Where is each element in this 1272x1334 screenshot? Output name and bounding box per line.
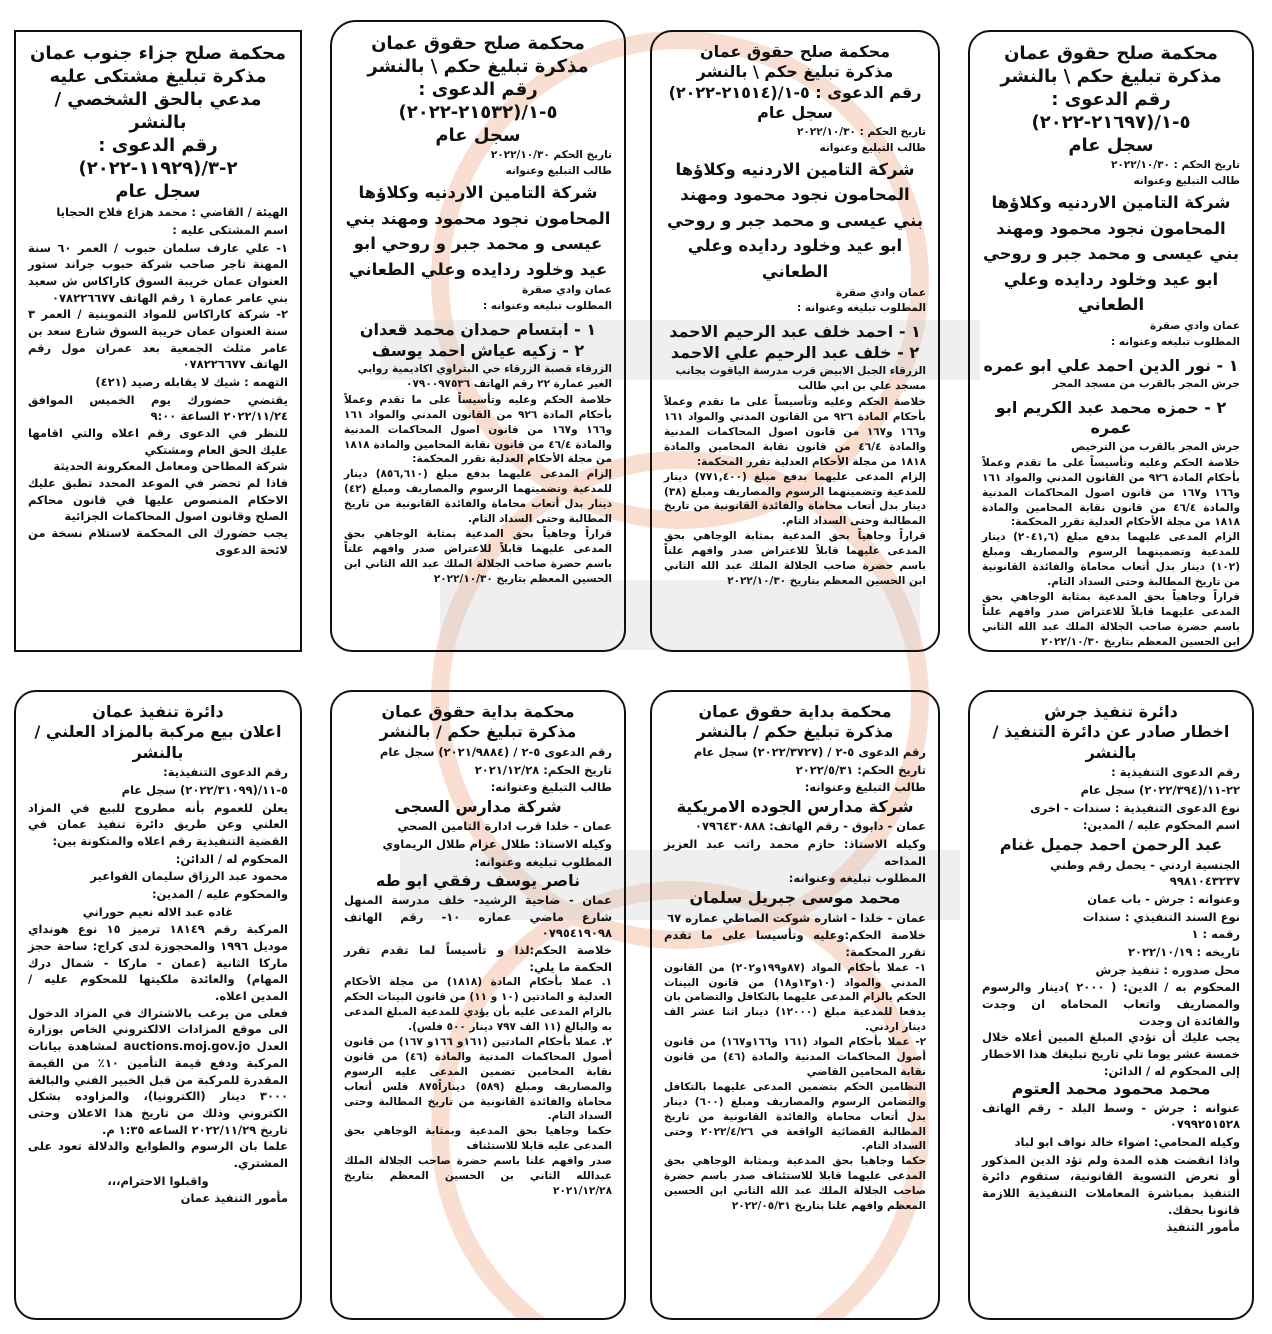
- enforcement-note: واذا انقضت هذه المدة ولم تؤد الدين المذكور أو تعرض التسوية القانونية، ستقوم دائرة التنفيذ بمباشرة المعاملات التنفيذية اللازمة قانونا بحقك.: [982, 1152, 1240, 1217]
- requester-address: عمان وادي صقرة: [522, 284, 612, 297]
- defendants-address: الزرقاء قصبة الزرقاء حي البتراوي اكاديمية روابي الغير عمارة ٢٢ رقم الهاتف ٠٧٩٠٠٩٧٥٣٦: [357, 362, 612, 390]
- ruling-summary: خلاصة الحكم وعليه وتأسيساً على ما تقدم وعملاً بأحكام المادة ٩٢٦ من القانون المدني والمواد ١٦١ و١٦٦ و١٦٧ من قانون اصول المحاكمات المدنية والمادة ٤٦/٤ من قانون نقابة المحامين والمادة ١٨١٨ من مجلة الأحكام العدلية تقرر المحكمة:: [664, 396, 927, 468]
- ruling-date: تاريخ الحكم: ٢٠٢١/١٢/٢٨: [474, 762, 612, 777]
- defendants-address: الزرقاء الجبل الابيض قرب مدرسة الياقوت بجانب مسجد علي بن ابي طالب: [675, 365, 926, 393]
- notice-amman-civil-court-21514: [650, 30, 940, 652]
- requester-label: طالب التبليغ وعنوانه: [819, 141, 926, 154]
- case-number: رقم الدعوى : ٢-٣/(١١٩٢٩-٢٠٢٢): [78, 135, 238, 180]
- notice-type: مذكرة تبليغ حكم / بالنشر: [696, 722, 894, 742]
- registry: سجل عام: [1068, 135, 1154, 157]
- case-number: رقم الدعوى : ٥-١/(٢١٦٩٧-٢٠٢٢): [1031, 89, 1191, 134]
- ruling-amount: إلزام المدعى عليهما بدفع مبلغ (٨٥٦,٦١٠) دينار للمدعية وتضمينهما الرسوم والمصاريف ومبلغ (٤٢) دينار بدل أتعاب محاماة والفائدة القانونية من تاريخ المطالبة وحتى السداد التام.: [344, 468, 612, 526]
- defendant-1: محمد موسى جبريل سلمان: [689, 888, 901, 908]
- debtor-label: اسم المحكوم عليه / المدين:: [1082, 818, 1240, 833]
- requester-label: طالب التبليغ وعنوانه:: [490, 780, 612, 795]
- ruling-amount: المحكوم به / الدين: ( ٢٠٠٠ )دينار والرسوم والمصاريف واتعاب المحاماه ان وجدت والفائدة ان وجدت: [982, 980, 1240, 1028]
- ruling-amount: الزام المدعى عليهما بدفع مبلغ (٢٠٤١,٦) دينار للمدعية وتضمينهما الرسوم والمصاريف ومبلغ (١٠٢) دينار بدل أتعاب محاماة والفائدة القانونية من تاريخ المطالبة وحتى السداد التام.: [982, 531, 1240, 589]
- defendant-1: ١ - نور الدين احمد علي ابو عمره: [983, 355, 1239, 375]
- ruling-summary: خلاصة الحكم:لذا و تأسيساً لما تقدم تقرر الحكمة ما يلي:: [344, 942, 612, 974]
- court-name: محكمة صلح جزاء جنوب عمان: [29, 43, 287, 64]
- case-label: رقم الدعوى التنفيذية :: [1111, 765, 1240, 780]
- notice-amman-first-instance-9884: [330, 690, 626, 1320]
- signature: مأمور التنفيذ عمان: [180, 1191, 288, 1206]
- absence-warning: فاذا لم تحضر في الموعد المحدد تطبق عليك الاحكام المنصوص عليها في قانون محاكم الصلح وقانون اصول المحاكمات الجزائية: [28, 475, 288, 524]
- ruling-summary: خلاصة الحكم:وعليه وتأسيسا على ما تقدم تقرر المحكمة:: [664, 928, 926, 959]
- ruling-closing: قراراً وجاهياً بحق المدعية بمثابة الوجاهي بحق المدعى عليهما قابلاً للاعتراض صدر وافهم علناً باسم حضرة صاحب الجلالة الملك عبد الله الثاني ابن الحسين المعظم بتاريخ ٢٠٢٢/١٠/٣٠: [344, 527, 612, 585]
- registry: سجل عام: [435, 125, 521, 147]
- notice-type: مذكرة تبليغ حكم \ بالنشر: [367, 56, 589, 78]
- signature: مأمور التنفيذ: [1166, 1220, 1240, 1235]
- requester-name: شركة مدارس السجى: [394, 796, 562, 816]
- requester-label: طالب التبليغ وعنوانه: [505, 165, 612, 178]
- ruling-date: تاريخ الحكم : ٢٠٢٢/١٠/٣٠: [1110, 159, 1240, 172]
- debtor-label: والمحكوم عليه / المدين:: [151, 887, 288, 902]
- requester-name: شركة مدارس الجوده الامريكية: [676, 796, 914, 816]
- notice-type: اعلان بيع مركبة بالمزاد العلني / بالنشر: [34, 722, 282, 762]
- notice-type: مذكرة تبليغ حكم \ بالنشر: [1000, 66, 1222, 88]
- case-label: رقم الدعوى التنفيذية:: [163, 765, 288, 780]
- debtor-name: غاده عبد الاله نعيم حوراني: [82, 904, 234, 919]
- case-number: رقم الدعوى ٥-٢ / (٢٠٢٢/٣٧٢٧) سجل عام: [693, 744, 926, 759]
- creditor-address: عنوانه : جرش - وسط البلد - رقم الهاتف ٠٧٩٩٢٥١٥٢٨: [982, 1100, 1240, 1132]
- ruling-closing: حكما وجاهيا بحق المدعية وبمثابة الوجاهي بحق المدعى عليهما قابلا للاستئناف صدر باسم حضرة صاحب الجلالة الملك عبد الله الثاني ابن الحسين المعظم وافهم علنا بتاريخ ٢٠٢٢/٠٥/٣١: [664, 1155, 926, 1213]
- defendant-1: ١- علي عارف سلمان حبوب / العمر ٦٠ سنة المهنة تاجر صاحب شركة حبوب جراند ستور العنوان عمان خريبة السوق كاراكاس ش سعيد بني عامر عمارة ١ رقم الهاتف ٠٧٨٢٢٦٦٧٧: [28, 240, 288, 305]
- defendant-2: ٢- شركة كاراكاس للمواد التموينية / العمر ٣ سنة العنوان عمان خريبة السوق شارع سعد بن عامر مثلث الجمعية بعد عمران مول رقم الهاتف ٠٧٨٢٢٦٦٧٧: [28, 307, 288, 372]
- closing: واقبلوا الاحترام،،،: [107, 1173, 209, 1188]
- ruling-date: تاريخ الحكم ٢٠٢٢/١٠/٣٠: [490, 149, 612, 162]
- ruling-item-1: ١- عملا بأحكام المواد (٨٧و١٩٩و٢٠٢) من القانون المدني والمواد (١٠و١٣و١٨) من قانون البينات الحكم بالزام المدعى عليهما بالتكافل والتضامن بان يدفعا للمدعية مبلغ (١٢٠٠٠) دينار اثنا عشر الف دينار اردني.: [664, 961, 927, 1034]
- creditor-name: محمود عبد الرزاق سليمان الفواعير: [90, 869, 288, 884]
- ruling-item-2: ٢- عملا بأحكام المواد (١٦١ و١٦٦و١٦٧) من قانون أصول المحاكمات المدنية والمادة (٤٦) من قانون نقابة المحامين القاضي: [664, 1036, 926, 1078]
- bond-date: تاريخه : ٢٠٢٢/١٠/١٩: [1127, 944, 1240, 959]
- court-name: محكمة صلح حقوق عمان: [699, 42, 891, 61]
- notice-jerash-execution: [968, 690, 1254, 1320]
- notice-amman-civil-court-21532: [330, 20, 626, 652]
- bond-number: رقمه : ١: [1191, 927, 1240, 942]
- debtor-address: وعنوانه : جرش - باب عمان: [1087, 891, 1240, 906]
- requester-label: طالب التبليغ وعنوانه:: [804, 780, 926, 795]
- ruling-date: تاريخ الحكم : ٢٠٢٢/١٠/٣٠: [796, 125, 926, 138]
- defendants-label: المطلوب تبليغه وعنوانه:: [788, 871, 926, 886]
- case-purpose: للنظر في الدعوى رقم اعلاه والتي اقامها عليك الحق العام ومشتكي: [28, 425, 288, 457]
- defendants-label: المطلوب تبليغه وعنوانه :: [1111, 335, 1240, 348]
- requester-address: عمان - دابوق - رقم الهاتف: ٠٧٩٦٤٣٠٨٨٨: [694, 819, 926, 834]
- complainant: شركة المطاحن ومعامل المعكرونة الحديثة: [53, 459, 288, 474]
- case-number: ٢٢-١١/(٢٠٢٢/٣٩٤) سجل عام: [1080, 783, 1240, 798]
- registry: سجل عام: [115, 181, 201, 203]
- requester-name: شركة التامين الاردنيه وكلاؤها المحامون نجود محمود ومهند بني عيسى و محمد جبر و روحي ابو عيد وخلود ردايده وعلي الطعاني: [982, 192, 1240, 315]
- hearing-date: يقتضي حضورك يوم الخميس الموافق ٢٠٢٢/١١/٢٤ الساعة ٩:٠٠: [28, 392, 288, 424]
- court-name: دائرة تنفيذ عمان: [92, 702, 224, 721]
- ruling-item-2: ٢. عملا بأحكام المادتين (١٦١و ١٦٦و ١٦٧) من قانون أصول المحاكمات المدنية والمادة (٤٦) من قانون نقابة المحامين تضمين المدعى عليه الرسوم والمصاريف ومبلغ (٥٨٩) ديناراً٨٧٥ فلس أتعاب محاماة والفائدة القانونية من تاريخ المطالبة وحتى السداد التام.: [344, 1035, 612, 1123]
- fees-note: علما بان الرسوم والطوابع والدلالة تعود على المشتري.: [28, 1139, 288, 1170]
- ruling-date: تاريخ الحكم: ٢٠٢٢/٥/٣١: [795, 762, 926, 777]
- requester-address: عمان وادي صقرة: [1150, 319, 1240, 332]
- auction-instructions: فعلى من يرغب بالاشتراك في المزاد الدخول الى موقع المزادات الالكتروني الخاص بوزارة العدل auctions.moj.gov.jo لمشاهدة بيانات المركبة ودفع قيمة التأمين ١٠٪ من القيمة المقدرة للمركبة من قبل الخبير الفني والبالغة ٣٠٠٠ دينار (الكترونيا)، والمزاوده بشكل الكتروني وذلك من تاريخ هذا الاعلان وحتى تاريخ ٢٠٢٢/١١/٢٩ الساعه ١:٣٥ م.: [28, 1005, 288, 1137]
- ruling-closing: صدر وافهم علنا باسم حضرة صاحب الجلالة الملك عبدالله الثاني بن الحسين المعظم بتاريخ ٢٠٢١/١٢/٢٨: [344, 1155, 612, 1197]
- requester-label: طالب التبليغ وعنوانه: [1133, 175, 1240, 188]
- judge-name: الهيئة / القاضي : محمد هزاع فلاح الحجايا: [56, 205, 288, 220]
- defendant-2: ٢ - حمزه محمد عبد الكريم ابو عمره: [995, 397, 1227, 438]
- ruling-verdict: حكما وجاهيا بحق المدعية وبمثابة الوجاهي بحق المدعى عليه قابلا للاستئناف: [344, 1125, 612, 1153]
- notice-amman-civil-court-21697: [968, 30, 1254, 652]
- notice-south-amman-criminal-court: [14, 30, 302, 652]
- court-name: محكمة بداية حقوق عمان: [381, 702, 575, 721]
- ruling-amount: إلزام المدعى عليهما بدفع مبلغ (٧٧١,٤٠٠) دينار للمدعية وتضمينهما الرسوم والمصاريف ومبلغ (٣٨) دينار بدل أتعاب محاماة والفائدة القانونية من تاريخ المطالبة وحتى السداد التام.: [664, 470, 926, 528]
- requester-agent: وكيله الاستاذ: طلال عزام طلال الريماوي: [382, 837, 612, 852]
- issue-place: محل صدوره : تنفيذ جرش: [1095, 962, 1240, 977]
- case-number: ٥-١١/(٢٠٢٢/٣١٠٩٩) سجل عام: [121, 783, 288, 798]
- lawyer-name: وكيله المحامي: اضواء خالد نواف ابو لباد: [1014, 1135, 1240, 1150]
- ruling-item-1: ١. عملا بأحكام المادة (١٨١٨) من مجلة الأحكام العدلية و المادتين (١٠ و ١١) من قانون البينات الحكم بالزام المدعى عليه بأن يؤدي للمدعية المبلغ المدعى به والبالغ (١١ الف ٧٩٧ دينار ٥٠٠ فلس).: [344, 976, 613, 1033]
- creditor-label: المحكوم له / الدائن:: [175, 851, 288, 866]
- court-name: محكمة بداية حقوق عمان: [698, 702, 892, 721]
- requester-name: شركة التامين الاردنيه وكلاؤها المحامون نجود محمود ومهند بني عيسى و محمد جبر و روحي ابو عيد وخلود ردايده وعلي الطعاني: [666, 159, 924, 281]
- ruling-summary: خلاصة الحكم وعليه وتأسيساً على ما تقدم وعملاً بأحكام المادة ٩٢٦ من القانون المدني والمواد ١٦١ و١٦٦ و١٦٧ من قانون اصول المحاكمات المدنية والمادة ٤٦/٤ من قانون نقابة المحامين والمادة ١٨١٨ من مجلة الأحكام العدلية تقرر المحكمة:: [982, 456, 1240, 529]
- requester-agent: وكيله الاستاذ: حازم محمد راتب عبد العزيز المداحه: [664, 837, 926, 868]
- payment-warning: يجب عليك أن تؤدي المبلغ المبين أعلاه خلال خمسة عشر يوما تلي تاريخ تبليغك هذا الاخطار إلى المحكوم له / الدائن:: [982, 1030, 1240, 1078]
- debtor-nationality: الجنسية اردني - يحمل رقم وطني ٩٩٨١٠٤٣٢٣٧: [1050, 857, 1240, 889]
- ruling-costs: النظامين الحكم بتضمين المدعى عليهما بالتكافل والتضامن الرسوم والمصاريف ومبلغ (٦٠٠) دينار بدل أتعاب محاماة والفائدة القانونية من تاريخ المطالبة القضائية الواقعة في ٢٠٢٢/٤/٢٦ وحتى السداد التام.: [664, 1080, 926, 1153]
- ruling-closing: قراراً وجاهياً بحق المدعية بمثابة الوجاهي بحق المدعى عليهما قابلاً للاعتراض صدر وافهم علناً باسم حضرة صاحب الجلالة الملك عبد الله الثاني ابن الحسين المعظم بتاريخ ٢٠٢٢/١٠/٣٠: [664, 530, 926, 587]
- defendant-1: ناصر يوسف رفقي ابو طه: [375, 871, 581, 891]
- charge: التهمه : شيك لا يقابله رصيد (٤٢١): [95, 374, 288, 389]
- defendant-1: ١ - ابتسام حمدان محمد قعدان: [359, 320, 597, 340]
- ruling-summary: خلاصة الحكم وعليه وتأسيساً على ما تقدم وعملاً بأحكام المادة ٩٢٦ من القانون المدني والمواد ١٦١ و١٦٦ و١٦٧ من قانون اصول المحاكمات المدنية والمادة ٤٦/٤ من قانون نقابة المحامين والمادة ١٨١٨ من مجلة الأحكام العدلية تقرر المحكمة:: [344, 393, 612, 466]
- requester-address: عمان - خلدا قرب ادارة التامين الصحي: [397, 819, 612, 834]
- case-number: رقم الدعوى : ٥-١/(٢١٥١٤-٢٠٢٢) سجل عام: [668, 82, 922, 123]
- defendant-1: ١ - احمد خلف عبد الرحيم الاحمد: [669, 322, 921, 342]
- court-name: دائرة تنفيذ جرش: [1044, 702, 1178, 721]
- ruling-closing: قراراً وجاهياً بحق المدعية بمثابة الوجاهي بحق المدعى عليهما قابلاً للاعتراض صدر وافهم علناً باسم حضرة صاحب الجلالة الملك عبد الله الثاني ابن الحسين المعظم بتاريخ ٢٠٢٢/١٠/٣٠: [982, 590, 1240, 648]
- case-number: رقم الدعوى : ٥-١/(٢١٥٣٢-٢٠٢٢): [398, 79, 558, 124]
- case-type: نوع الدعوى التنفيذية : سندات - اخرى: [1030, 800, 1240, 815]
- requester-name: شركة التامين الاردنيه وكلاؤها المحامون نجود محمود ومهند بني عيسى و محمد جبر و روحي ابو عيد وخلود ردايده وعلي الطعاني: [345, 182, 611, 279]
- defendants-address: عمان - ضاحية الرشيد- خلف مدرسة المنهل شارع ماضي عماره ١٠- رقم الهاتف ٠٧٩٥٤١٩٠٩٨: [344, 892, 613, 941]
- defendant-2: ٢ - زكيه عياش احمد يوسف: [371, 340, 585, 360]
- defendants-label: المطلوب تبليغه وعنوانه:: [474, 854, 612, 869]
- notice-type: اخطار صادر عن دائرة التنفيذ / بالنشر: [992, 722, 1230, 762]
- bond-type: نوع السند التنفيذي : سندات: [1082, 909, 1240, 924]
- notice-type: مذكرة تبليغ مشتكى عليه مدعي بالحق الشخصي / بالنشر: [49, 66, 267, 134]
- creditor-name: محمد محمود محمد العتوم: [1011, 1079, 1211, 1099]
- vehicle-details: المركبة رقم ١٨١٤٩ ترميز ١٥ نوع هونداي موديل ١٩٩٦ والمحجوزة لدى كراج: ساحة حجز ماركا الثانية (عمان - ماركا - شمال درك المهام) والعائدة ملكيتها للمحكوم عليه / المدين اعلاه.: [28, 922, 289, 1004]
- case-number: رقم الدعوى ٥-٢ / (٢٠٢١/٩٨٨٤) سجل عام: [379, 744, 612, 759]
- notice-amman-execution-auction: [14, 690, 302, 1320]
- defendant-1-address: جرش المجر بالقرب من مسجد المجر: [1052, 378, 1240, 391]
- notice-type: مذكرة تبليغ حكم / بالنشر: [379, 722, 577, 742]
- defendants-address: عمان - خلدا - اشاره شوكت الصاطي عماره ٦٧: [667, 910, 926, 925]
- notice-amman-first-instance-3727: [650, 690, 940, 1320]
- defendant-2-address: جرش المجر بالقرب من الترخيص: [1071, 440, 1240, 453]
- court-name: محكمة صلح حقوق عمان: [371, 33, 585, 54]
- defendants-label: المطلوب تبليغه وعنوانه :: [483, 300, 612, 313]
- notice-type: مذكرة تبليغ حكم \ بالنشر: [696, 62, 894, 82]
- attendance-note: يجب حضورك الى المحكمة لاستلام نسخة من لائحة الدعوى: [28, 525, 288, 557]
- defendants-label: المطلوب تبليغه وعنوانه :: [797, 302, 926, 315]
- requester-address: عمان وادي صقرة: [836, 286, 926, 299]
- debtor-name: عبد الرحمن احمد جميل غنام: [999, 835, 1223, 855]
- defendant-2: ٢ - خلف عبد الرحيم علي الاحمد: [670, 342, 920, 362]
- court-name: محكمة صلح حقوق عمان: [1004, 43, 1218, 64]
- defendants-label: اسم المشتكى عليه :: [172, 222, 288, 237]
- auction-intro: يعلن للعموم بأنه مطروح للبيع في المزاد العلني وعن طريق دائرة تنفيذ عمان في القضية التنفيذية رقم اعلاه والمتكونة بين:: [28, 800, 288, 849]
